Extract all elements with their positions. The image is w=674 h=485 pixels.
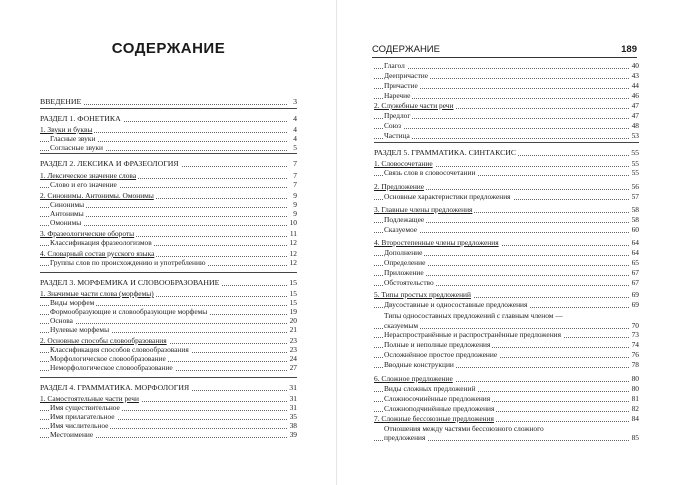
toc-subentry <box>374 168 639 178</box>
toc-page-number: 60 <box>631 225 639 234</box>
toc-page-number: 31 <box>289 383 297 392</box>
toc-subentry <box>374 433 639 443</box>
toc-page-number: 38 <box>289 421 297 430</box>
section-divider <box>40 108 297 109</box>
toc-subentry <box>40 238 297 248</box>
toc-entry-title: Предлог <box>384 111 411 120</box>
toc-entry-title: 2. Служебные части речи <box>374 101 454 110</box>
toc-chapter-entry <box>374 414 639 424</box>
toc-entry-title: Частица <box>384 131 410 140</box>
toc-page-number: 7 <box>293 159 297 168</box>
toc-entry-title: Вводные конструкции <box>384 360 454 369</box>
toc-entry-title: 5. Типы простых предложений <box>374 290 471 299</box>
toc-entry-title: Группы слов по происхождению и употреблению <box>50 258 206 267</box>
toc-page-number: 31 <box>289 403 297 412</box>
toc-subentry <box>374 360 639 370</box>
toc-subentry <box>374 340 639 350</box>
toc-page-number: 31 <box>289 394 297 403</box>
toc-section-heading <box>40 383 297 393</box>
toc-subentry <box>40 143 297 153</box>
toc-entry-title: Согласные звуки <box>50 143 103 152</box>
toc-subentry <box>40 325 297 335</box>
toc-entry-title: Классификация фразеологизмов <box>50 238 152 247</box>
toc-subentry <box>40 363 297 373</box>
toc-subentry <box>374 258 639 268</box>
toc-entry-title: РАЗДЕЛ 4. ГРАММАТИКА. МОРФОЛОГИЯ <box>40 383 190 392</box>
toc-section-heading <box>40 159 297 169</box>
toc-chapter-entry <box>374 238 639 248</box>
toc-page-number: 40 <box>631 61 639 70</box>
toc-entry-title: 3. Главные члены предложения <box>374 205 473 214</box>
toc-entry-title: 6. Сложное предложение <box>374 374 453 383</box>
toc-page-number: 23 <box>289 336 297 345</box>
toc-entry-title: Деепричастие <box>384 71 429 80</box>
toc-chapter-entry <box>374 374 639 384</box>
toc-entry-title: Причастие <box>384 81 418 90</box>
toc-entry-title: Полные и неполные предложения <box>384 340 491 349</box>
toc-entry-title: Союз <box>384 121 402 130</box>
toc-entry-title: Морфологическое словообразование <box>50 354 166 363</box>
toc-subentry <box>374 71 639 81</box>
toc-entry-title: Дополнение <box>384 248 423 257</box>
toc-section-heading <box>374 148 639 158</box>
toc-entry-title: Слово и его значение <box>50 180 117 189</box>
toc-page-number: 19 <box>289 307 297 316</box>
toc-page-number: 58 <box>631 205 639 214</box>
toc-page-number: 69 <box>631 300 639 309</box>
toc-entry-title: 2. Основные способы словообразования <box>40 336 167 345</box>
toc-entry-title: Наречие <box>384 91 411 100</box>
toc-entry-title: Определение <box>384 258 426 267</box>
toc-entry-title: Имя прилагательное <box>50 412 115 421</box>
section-divider <box>374 142 639 143</box>
toc-entry-title: Неморфологическое словообразование <box>50 363 173 372</box>
toc-page-number: 15 <box>289 298 297 307</box>
toc-page-number: 15 <box>289 278 297 287</box>
toc-page-number: 3 <box>293 97 297 106</box>
section-divider <box>40 377 297 378</box>
toc-section-heading <box>40 114 297 124</box>
toc-page-number: 4 <box>293 134 297 143</box>
toc-subentry <box>40 430 297 440</box>
toc-page-number: 43 <box>631 71 639 80</box>
toc-entry-title: Глагол <box>384 61 405 70</box>
toc-page-number: 56 <box>631 182 639 191</box>
toc-page-number: 20 <box>289 316 297 325</box>
toc-chapter-entry <box>374 205 639 215</box>
dot-leader <box>374 138 629 139</box>
toc-page-number: 10 <box>289 218 297 227</box>
toc-subentry <box>374 404 639 414</box>
toc-entry-title: Связь слов в словосочетании <box>384 168 476 177</box>
toc-page-number: 73 <box>631 330 639 339</box>
toc-page-number: 81 <box>631 394 639 403</box>
toc-subentry <box>374 278 639 288</box>
toc-page-number: 7 <box>293 180 297 189</box>
toc-page-number: 7 <box>293 171 297 180</box>
toc-entry-title: ВВЕДЕНИЕ <box>40 97 82 106</box>
toc-entry-title: Гласные звуки <box>50 134 96 143</box>
toc-subentry <box>374 330 639 340</box>
toc-page-number: 21 <box>289 325 297 334</box>
toc-subentry <box>40 218 297 228</box>
toc-subentry <box>374 91 639 101</box>
toc-entry-title: 4. Словарный состав русского языка <box>40 249 155 258</box>
toc-entry-title: РАЗДЕЛ 2. ЛЕКСИКА И ФРАЗЕОЛОГИЯ <box>40 159 179 168</box>
toc-page-number: 84 <box>631 414 639 423</box>
toc-page-number: 15 <box>289 289 297 298</box>
toc-section-heading <box>40 278 297 288</box>
toc-page-number: 4 <box>293 125 297 134</box>
toc-page-number: 55 <box>631 148 639 157</box>
toc-page-number: 57 <box>631 192 639 201</box>
toc-entry-title: Синонимы <box>50 200 85 209</box>
right-page <box>337 0 674 485</box>
toc-page-number: 80 <box>631 384 639 393</box>
toc-page-number: 9 <box>293 191 297 200</box>
toc-page-number: 9 <box>293 200 297 209</box>
toc-subentry <box>374 81 639 91</box>
toc-page-number: 82 <box>631 404 639 413</box>
toc-entry-title: РАЗДЕЛ 5. ГРАММАТИКА. СИНТАКСИС <box>374 148 517 157</box>
toc-entry-title: Осложнённое простое предложение <box>384 350 498 359</box>
dot-leader <box>374 68 629 69</box>
toc-entry-title: 1. Лексическое значение слова <box>40 171 137 180</box>
toc-entry-title: 4. Второстепенные члены предложения <box>374 238 499 247</box>
toc-subentry <box>374 111 639 121</box>
toc-page-number: 5 <box>293 143 297 152</box>
toc-section-heading <box>40 97 297 107</box>
toc-page-number: 64 <box>631 238 639 247</box>
section-divider <box>40 272 297 273</box>
toc-page-number: 23 <box>289 345 297 354</box>
toc-entry-title: Антонимы <box>50 209 84 218</box>
toc-entry-title: Омонимы <box>50 218 82 227</box>
toc-page-number: 47 <box>631 111 639 120</box>
toc-entry-title: Нераспространённые и распространённые предложения <box>384 330 562 339</box>
toc-page-number: 48 <box>631 121 639 130</box>
toc-subentry <box>374 225 639 235</box>
toc-page-number: 55 <box>631 168 639 177</box>
toc-chapter-entry <box>374 182 639 192</box>
toc-entry-title: 7. Сложные бессоюзные предложения <box>374 414 494 423</box>
toc-entry-title: Имя существительное <box>50 403 120 412</box>
page-number: 189 <box>621 44 637 55</box>
toc-page-number: 58 <box>631 215 639 224</box>
toc-page-number: 39 <box>289 430 297 439</box>
toc-page-number: 27 <box>289 363 297 372</box>
toc-subentry <box>374 311 639 321</box>
toc-page-number: 80 <box>631 374 639 383</box>
toc-entry-title: Приложение <box>384 268 424 277</box>
toc-entry-title: сказуемым <box>384 321 419 330</box>
toc-subentry <box>374 384 639 394</box>
toc-page-number: 24 <box>289 354 297 363</box>
section-divider <box>40 153 297 154</box>
toc-subentry <box>374 215 639 225</box>
toc-page-number: 67 <box>631 278 639 287</box>
toc-page-number: 64 <box>631 248 639 257</box>
toc-entry-title: Основные характеристики предложения <box>384 192 511 201</box>
toc-entry-title: Основа <box>50 316 73 325</box>
toc-page-number: 46 <box>631 91 639 100</box>
toc-entry-title: Нулевые морфемы <box>50 325 110 334</box>
toc-entry-title: 1. Самостоятельные части речи <box>40 394 139 403</box>
toc-entry-title: 1. Значимые части слова (морфемы) <box>40 289 154 298</box>
toc-entry-title: РАЗДЕЛ 1. ФОНЕТИКА <box>40 114 121 123</box>
toc-subentry <box>374 268 639 278</box>
toc-page-number: 11 <box>289 229 297 238</box>
toc-subentry <box>374 192 639 202</box>
toc-entry-title: Двусоставные и односоставные предложения <box>384 300 528 309</box>
toc-entry-title: Подлежащее <box>384 215 425 224</box>
toc-chapter-entry <box>374 290 639 300</box>
toc-right <box>337 0 674 485</box>
toc-page-number: 12 <box>289 249 297 258</box>
toc-subentry <box>374 394 639 404</box>
toc-chapter-entry <box>374 101 639 111</box>
toc-subentry <box>374 131 639 141</box>
toc-page-number: 67 <box>631 268 639 277</box>
running-header-title: СОДЕРЖАНИЕ <box>372 44 440 55</box>
toc-entry-title: РАЗДЕЛ 3. МОРФЕМИКА И СЛОВООБРАЗОВАНИЕ <box>40 278 220 287</box>
dot-leader <box>374 128 629 129</box>
toc-entry-title: Виды морфем <box>50 298 95 307</box>
toc-page-number: 78 <box>631 360 639 369</box>
toc-page-number: 12 <box>289 238 297 247</box>
toc-entry-title: Формообразующие и словообразующие морфемы <box>50 307 208 316</box>
toc-page-number: 47 <box>631 101 639 110</box>
toc-entry-title: Обстоятельство <box>384 278 434 287</box>
toc-page-number: 85 <box>631 433 639 442</box>
toc-entry-title: 2. Предложение <box>374 182 425 191</box>
toc-entry-title: 2. Синонимы. Антонимы. Омонимы <box>40 191 154 200</box>
toc-page-number: 12 <box>289 258 297 267</box>
toc-entry-title: Местоимение <box>50 430 94 439</box>
dot-leader <box>40 323 287 324</box>
page-title: СОДЕРЖАНИЕ <box>111 40 226 57</box>
toc-page-number: 65 <box>631 258 639 267</box>
toc-page-number: 4 <box>293 114 297 123</box>
toc-subentry <box>374 300 639 310</box>
toc-entry-title: предложения <box>384 433 426 442</box>
toc-subentry <box>374 248 639 258</box>
toc-entry-title: Типы односоставных предложений с главным членом — <box>384 311 563 320</box>
toc-entry-title: Сказуемое <box>384 225 418 234</box>
toc-entry-title: Сложноподчинённые предложения <box>384 404 495 413</box>
toc-entry-title: Сложносочинённые предложения <box>384 394 491 403</box>
toc-subentry <box>374 61 639 71</box>
toc-page-number: 53 <box>631 131 639 140</box>
toc-subentry <box>40 180 297 190</box>
toc-subentry <box>374 121 639 131</box>
toc-entry-title: Имя числительное <box>50 421 109 430</box>
toc-entry-title: Виды сложных предложений <box>384 384 476 393</box>
toc-entry-title: 3. Фразеологические обороты <box>40 229 135 238</box>
toc-entry-title: Отношения между частями бессоюзного сложного <box>384 424 544 433</box>
toc-page-number: 70 <box>631 321 639 330</box>
toc-page-number: 55 <box>631 159 639 168</box>
toc-subentry <box>40 258 297 268</box>
toc-page-number: 69 <box>631 290 639 299</box>
toc-page-number: 74 <box>631 340 639 349</box>
toc-page-number: 9 <box>293 209 297 218</box>
toc-subentry <box>374 350 639 360</box>
toc-entry-title: 1. Звуки и буквы <box>40 125 93 134</box>
toc-page-number: 35 <box>289 412 297 421</box>
toc-entry-title: Классификация способов словообразования <box>50 345 189 354</box>
toc-page-number: 44 <box>631 81 639 90</box>
toc-page-number: 76 <box>631 350 639 359</box>
toc-entry-title: 1. Словосочетание <box>374 159 433 168</box>
